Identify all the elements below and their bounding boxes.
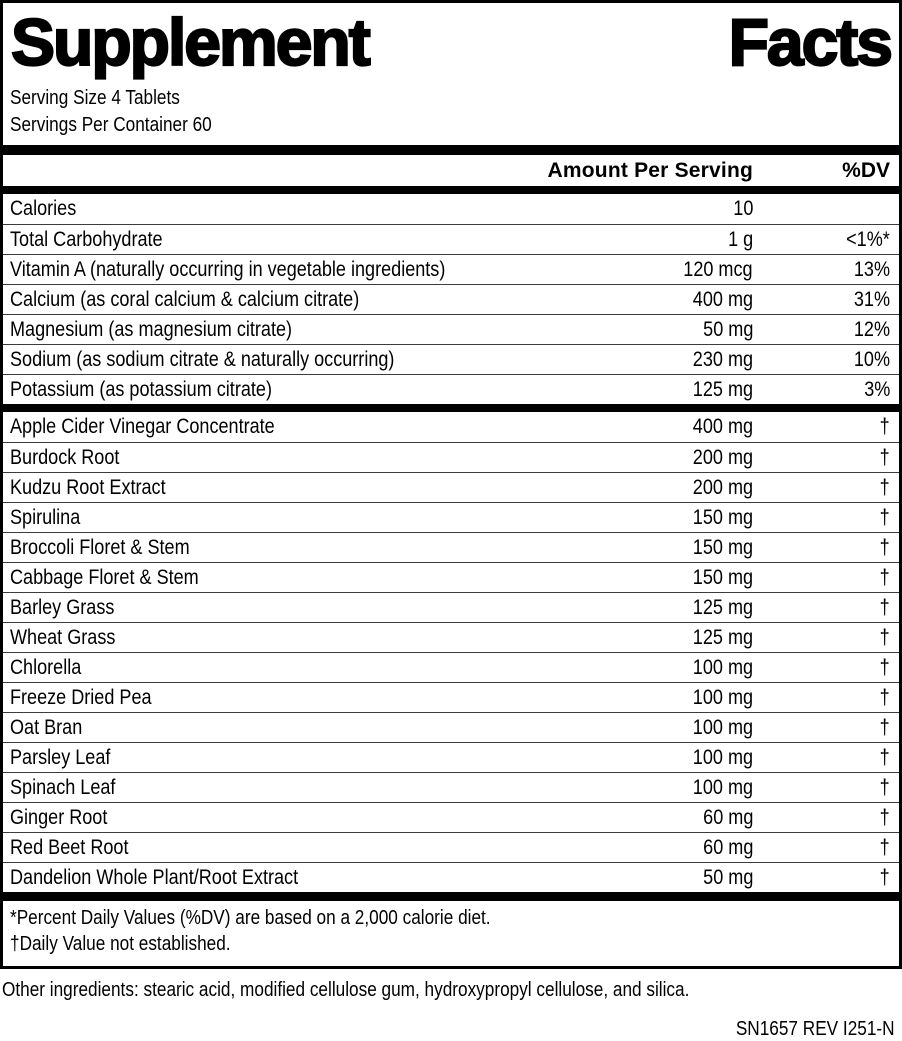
ingredient-name: Freeze Dried Pea [10,685,152,709]
ingredient-amount: 230 mg [692,347,753,371]
table-row [3,344,899,374]
table-row [3,374,899,404]
ingredient-amount: 50 mg [702,865,753,889]
ingredient-name: Calcium (as coral calcium & calcium citrate) [10,287,360,311]
footnotes [3,901,899,966]
table-row [3,682,899,712]
serving-info [3,83,899,145]
panel-title-word-left: Supplement [11,5,369,79]
panel-title-word-right: Facts [728,5,891,79]
ingredient-amount: 150 mg [692,565,753,589]
table-header-row [3,155,899,186]
ingredient-amount: 125 mg [692,377,753,401]
table-row [3,862,899,892]
ingredient-dv: † [879,445,890,469]
table-row [3,802,899,832]
footnote-daily-value: †Daily Value not established. [10,933,231,955]
ingredient-name: Burdock Root [10,445,120,469]
ingredient-amount: 60 mg [702,805,753,829]
table-row [3,472,899,502]
table-row [3,832,899,862]
ingredient-dv: † [879,745,890,769]
ingredient-dv: † [879,685,890,709]
ingredient-name: Cabbage Floret & Stem [10,565,199,589]
amount-per-serving-header: Amount Per Serving [547,158,753,182]
ingredient-name: Broccoli Floret & Stem [10,535,190,559]
ingredient-amount: 100 mg [692,685,753,709]
servings-per-container: Servings Per Container 60 [10,114,212,136]
ingredient-name: Wheat Grass [10,625,116,649]
serving-size: Serving Size 4 Tablets [10,87,180,109]
ingredient-dv: † [879,505,890,529]
ingredient-amount: 60 mg [702,835,753,859]
ingredient-dv: † [879,775,890,799]
table-row [3,742,899,772]
ingredient-amount: 100 mg [692,655,753,679]
ingredient-dv: † [879,655,890,679]
percent-dv-header: %DV [842,158,890,182]
ingredient-amount: 200 mg [692,475,753,499]
table-row [3,442,899,472]
table-row [3,772,899,802]
table-row [3,314,899,344]
ingredient-name: Barley Grass [10,595,115,619]
table-row [3,502,899,532]
ingredient-name: Spinach Leaf [10,775,116,799]
ingredient-dv: † [879,595,890,619]
section-divider-top [3,145,899,155]
ingredient-amount: 125 mg [692,595,753,619]
ingredient-amount: 200 mg [692,445,753,469]
ingredient-dv: <1%* [846,227,890,251]
table-row [3,284,899,314]
ingredient-name: Sodium (as sodium citrate & naturally occurring) [10,347,395,371]
ingredient-amount: 400 mg [692,415,753,438]
table-row [3,622,899,652]
ingredient-dv: † [879,415,890,438]
table-row [3,254,899,284]
ingredient-dv: † [879,535,890,559]
table-row [3,224,899,254]
ingredient-dv: 13% [853,257,890,281]
ingredient-dv: † [879,805,890,829]
ingredient-name: Chlorella [10,655,82,679]
ingredient-dv: † [879,715,890,739]
ingredient-amount: 50 mg [702,317,753,341]
ingredient-amount: 150 mg [692,505,753,529]
table-row [3,194,899,224]
ingredient-name: Dandelion Whole Plant/Root Extract [10,865,299,889]
ingredient-name: Apple Cider Vinegar Concentrate [10,415,275,438]
ingredient-amount: 400 mg [692,287,753,311]
other-ingredients: Other ingredients: stearic acid, modified cellulose gum, hydroxypropyl cellulose, and silica. [2,979,690,1001]
ingredient-amount: 125 mg [692,625,753,649]
ingredient-amount: 120 mcg [683,257,753,281]
table-row [3,562,899,592]
ingredient-amount: 150 mg [692,535,753,559]
ingredient-name: Red Beet Root [10,835,129,859]
ingredient-name: Potassium (as potassium citrate) [10,377,272,401]
table-row [3,712,899,742]
ingredient-name: Total Carbohydrate [10,227,163,251]
section-divider-bottom [3,892,899,901]
ingredient-name: Calories [10,197,77,220]
ingredient-dv: † [879,865,890,889]
ingredient-dv: 10% [853,347,890,371]
ingredient-amount: 10 [732,197,753,220]
ingredient-name: Spirulina [10,505,81,529]
ingredient-name: Oat Bran [10,715,83,739]
table-row [3,532,899,562]
product-code: SN1657 REV I251-N [736,1018,895,1040]
ingredient-name: Ginger Root [10,805,108,829]
ingredient-amount: 100 mg [692,745,753,769]
ingredient-dv: † [879,565,890,589]
table-row [3,592,899,622]
ingredient-amount: 1 g [727,227,753,251]
ingredient-name: Magnesium (as magnesium citrate) [10,317,293,341]
nutrients-table [3,194,899,404]
ingredient-dv: † [879,835,890,859]
section-divider-mid [3,404,899,412]
table-row [3,412,899,442]
footnote-percent-dv: *Percent Daily Values (%DV) are based on a 2,000 calorie diet. [10,907,491,929]
ingredient-name: Kudzu Root Extract [10,475,166,499]
ingredient-name: Parsley Leaf [10,745,111,769]
ingredient-dv: 3% [863,377,890,401]
ingredient-dv: 12% [853,317,890,341]
panel-title [3,3,899,83]
ingredient-name: Vitamin A (naturally occurring in vegetable ingredients) [10,257,446,281]
ingredient-amount: 100 mg [692,775,753,799]
table-row [3,652,899,682]
section-divider-header [3,186,899,194]
ingredient-amount: 100 mg [692,715,753,739]
ingredient-dv [753,197,899,221]
ingredient-dv: 31% [853,287,890,311]
ingredient-dv: † [879,625,890,649]
botanicals-table [3,412,899,892]
ingredient-dv: † [879,475,890,499]
